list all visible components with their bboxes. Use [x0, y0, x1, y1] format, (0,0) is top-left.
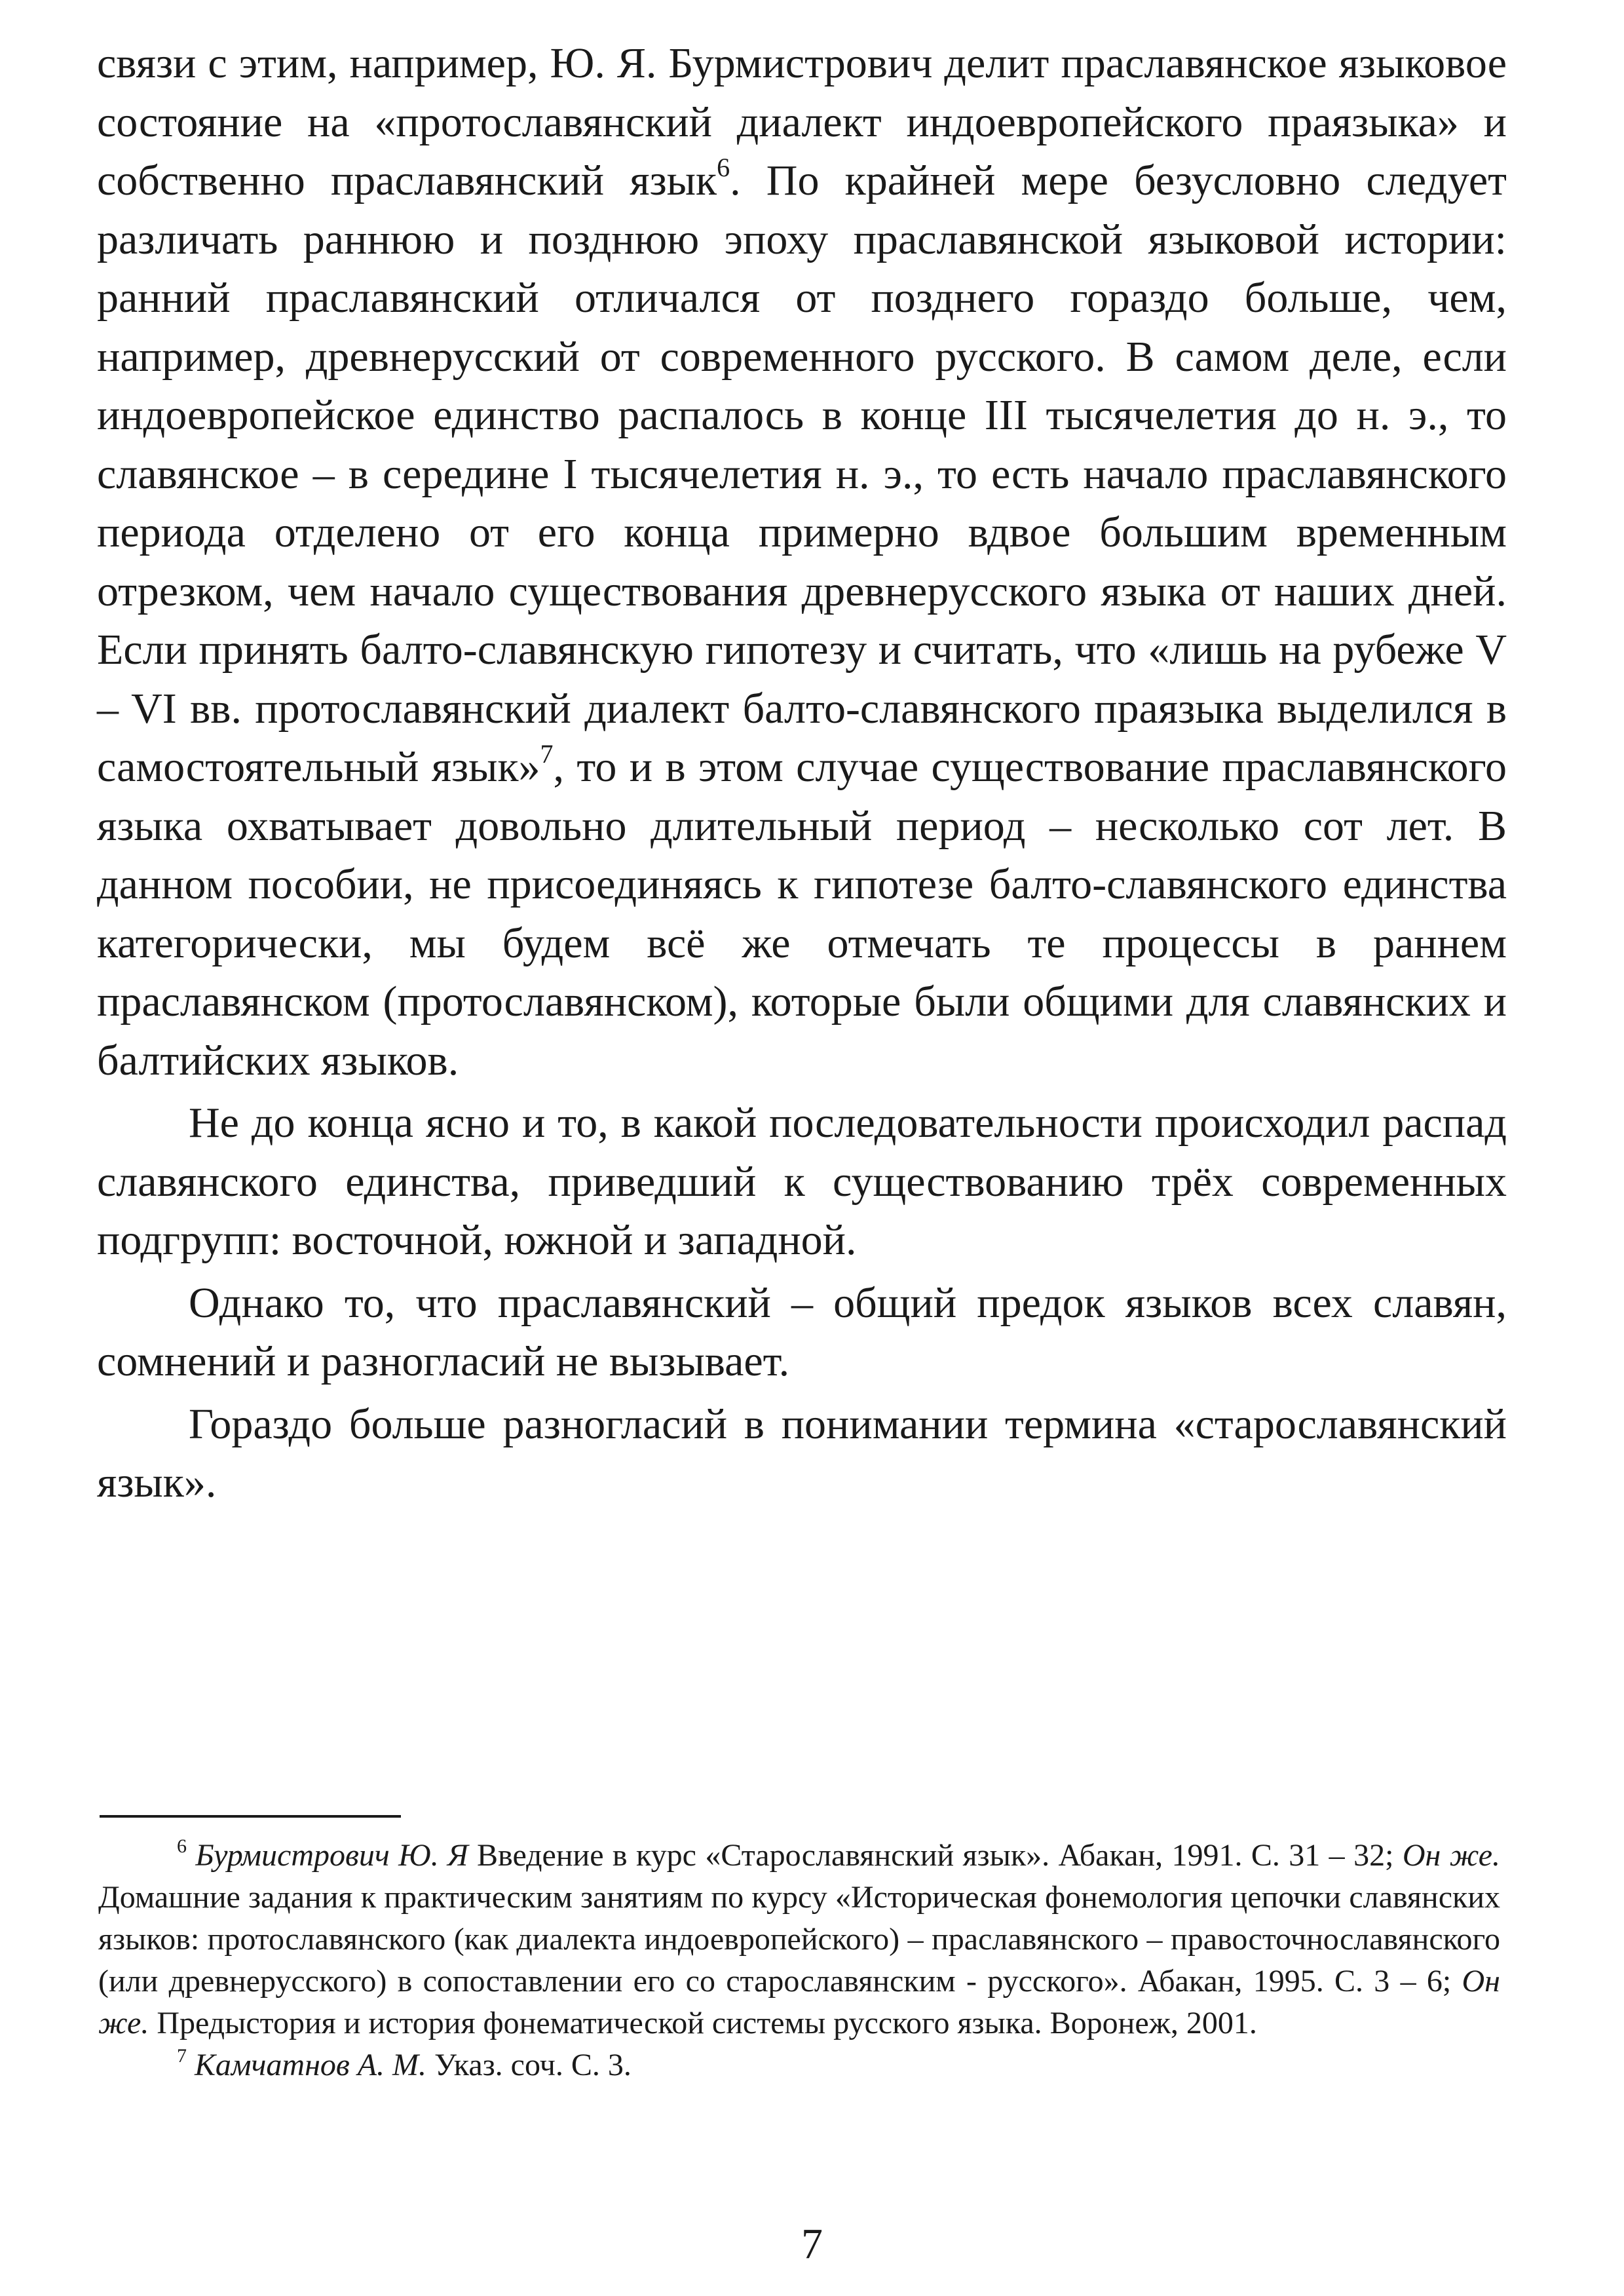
footnote-6-text-2: Домашние задания к практическим занятиям по курсу «Историческая фонемология цепочки славянских языков: протославянского (как диалекта индоевропейского) – праславянского – правосточнославянского (или древнерусского) в сопоставлении его со старославянским - русского». Абакан, 1995. С. 3 – 6;	[98, 1880, 1500, 1999]
footnote-6-mark: 6	[177, 1835, 187, 1857]
paragraph-1-text: связи с этим, например, Ю. Я. Бурмистрович делит праславянское языковое состояние на «протославянский диалект индоевропейского праязыка» и собственно праславянский язык	[97, 39, 1507, 204]
footnote-6	[98, 1835, 1500, 2044]
paragraph-4: Гораздо больше разногласий в понимании термина «старославянский язык».	[97, 1400, 1507, 1506]
footnote-6-text: Введение в курс «Старославянский язык». Абакан, 1991. С. 31 – 32;	[468, 1838, 1403, 1873]
footnote-7	[98, 2044, 1500, 2086]
paragraph-3: Однако то, что праславянский – общий предок языков всех славян, сомнений и разногласий не вызывает.	[97, 1278, 1507, 1385]
footnote-7-mark: 7	[177, 2045, 187, 2067]
page-number: 7	[801, 2220, 823, 2268]
footnote-divider	[100, 1815, 401, 1818]
footnote-6-text-3: Предыстория и история фонематической системы русского языка. Воронеж, 2001.	[149, 2006, 1257, 2040]
footnote-6-ibid-2: Он же.	[98, 1964, 1500, 2040]
footnote-7-text: Указ. соч. С. 3.	[426, 2048, 632, 2082]
footnote-6-ibid-1: Он же.	[1402, 1838, 1501, 1873]
footnote-ref-7[interactable]: 7	[540, 739, 554, 769]
footnotes	[98, 1835, 1500, 2086]
paragraph-1-text-continued: . По крайней мере безусловно следует различать раннюю и позднюю эпоху праславянской языковой истории: ранний праславянский отличался от позднего гораздо больше, чем, например, древнерусский от современного русского. В самом деле, если индоевропейское единство распалось в конце III тысячелетия до н. э., то славянское – в середине I тысячелетия н. э., то есть начало праславянского периода отделено от его конца примерно вдвое большим временным отрезком, чем начало существования древнерусского языка от наших дней. Если принять балто-славянскую гипотезу и считать, что «лишь на рубеже V – VI вв. протославянский диалект балто-славянского праязыка выделился в самостоятельный язык»	[97, 157, 1507, 791]
paragraph-1	[97, 34, 1507, 1090]
body-text	[97, 34, 1507, 1512]
footnote-6-author: Бурмистрович Ю. Я	[195, 1838, 468, 1873]
paragraph-1-text-end: , то и в этом случае существование праславянского языка охватывает довольно длительный период – несколько сот лет. В данном пособии, не присоединяясь к гипотезе балто-славянского единства категорически, мы будем всё же отмечать те процессы в раннем праславянском (протославянском), которые были общими для славянских и балтийских языков.	[97, 743, 1507, 1084]
footnote-ref-6[interactable]: 6	[717, 153, 730, 182]
footnote-7-author: Камчатнов А. М.	[195, 2048, 427, 2082]
paragraph-2: Не до конца ясно и то, в какой последовательности происходил распад славянского единства, приведший к существованию трёх современных подгрупп: восточной, южной и западной.	[97, 1099, 1507, 1264]
